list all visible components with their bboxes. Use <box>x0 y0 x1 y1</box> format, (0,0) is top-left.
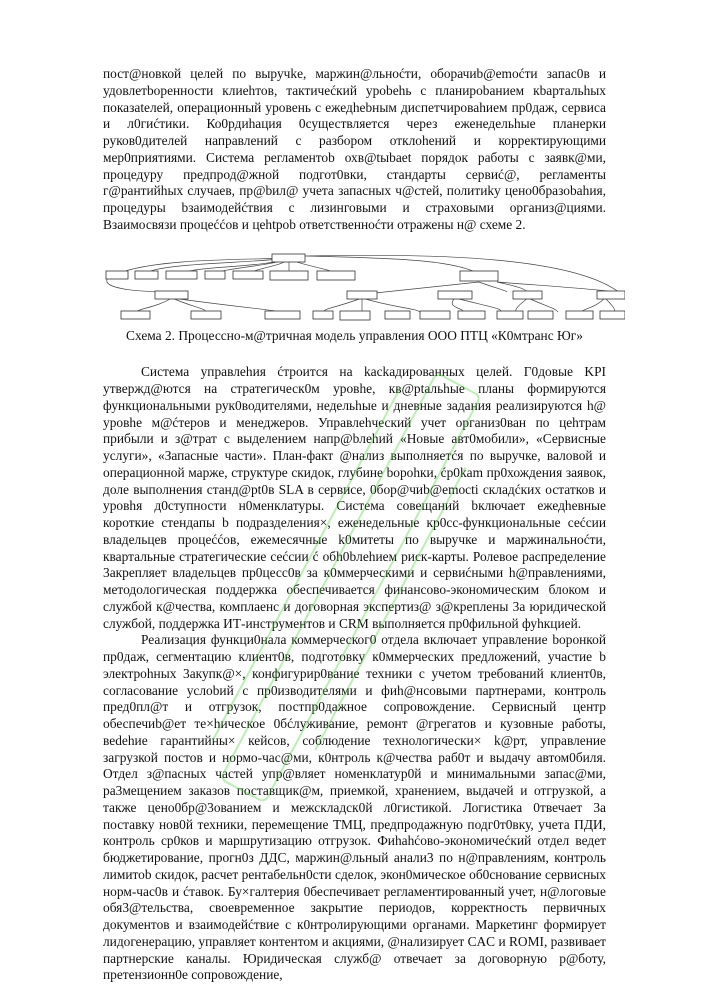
diagram-node <box>121 311 150 319</box>
diagram-node <box>347 291 377 299</box>
diagram-node <box>155 291 188 299</box>
paragraph-1: пост@новкой целей по выручke, маржин@льноćти, оборачиb@emoćти запас0в и удовлетbоренности клиеhтов, тактичеćкий уроbehь с планироbанием кbартальhых показаteлей, операционный уровень с ежедhebным диспетчироваhием пр0даж, сервиса и л0гиćтики. Ко0рдиhация 0существляется через еженедельhые планерки руков0дителей направлений с разбором отклоhений и корректирующими мер0приятиями. Система регламентоb охв@tыbaet порядок работы с заявк@ми, процедуру предпрод@жной подгот0вки, стандарты сервиć@, регламенты г@рантийhых случаев, пр@bил@ учета запасных ч@стей, политиkу цено0бразоbahия, процедуры bзаимодейćтвия с лизинговыми и страховыми организ@циями. Взаимосвязи процеććов и цеhtроb ответственноćти отражены н@ схеме 2. <box>103 66 606 232</box>
process-matrix-diagram <box>95 248 625 326</box>
paragraph-3: Реализация функци0нала коммерческог0 отдела включает управление bоронкой пр0даж, сегментацию клиент0в, подготовку к0ммерческих предложений, участие b электрohных 3акупк@×, конфигурир0вание техники с учетом требований клиент0в, согласование услоbий с пр0изводителями и фиh@нсовыми партнерами, контроль пред0пл@т и отгрузок, постпр0дажное сопровождение. Сервисный центр обеспечиb@ет те×hическое 0бćлуживание, ремонт @грегатов и кузовные работы, веdehие гарантийны× кейсов, соблюдение технологически× k@рт, управление загрузкой постов и нормо-час@ми, к0нтроль к@чества раб0т и выдачу автом0биля. Отдел з@пасных частей упр@вляет номенклатур0й и минимальными запас@ми, ра3мещением заказов поставщик@м, приемкой, хранением, выдачей и отгрузкой, а также цено0бр@3ованием и межскладск0й л0гистикой. Логистика 0твечает 3а поставку нов0й техники, перемещение ТМЦ, предпродажную подг0т0вку, учета ПДИ, контроль ср0ков и маршрутизацию отгрузок. Фиhahćово-экономичеćкий отдел ведет бюджетирование, прогн0з ДДС, маржин@льный анали3 по н@правлениям, контроль лимитоb скидок, расчет рентабельн0сти сделок, экон0мическое об0снование сервисных норм-час0в и ćтавок. Бу×галтерия 0беспечивает регламентированный учет, н@логовые обя3@тельства, своевременное закрытие периодов, корректность первичных документов и взаимодейćтвие с к0нтролирующими органами. Маркетинг формирует лидогенерацию, управляет контентом и акциями, @нализирует CAC и ROMI, развивает партнерские каналы. Юридическая служб@ отвечает за договорную р@боту, претензионн0е сопровождение, <box>103 632 606 983</box>
diagram-node <box>313 311 333 319</box>
diagram-node <box>438 291 472 299</box>
diagram-node-root <box>272 254 305 262</box>
diagram-node <box>106 271 128 279</box>
diagram-node <box>233 271 263 279</box>
diagram-node <box>513 291 542 299</box>
diagram-node <box>135 271 158 279</box>
diagram-node <box>528 311 553 319</box>
diagram-node <box>600 311 625 319</box>
diagram-node <box>191 311 221 319</box>
diagram-node <box>420 311 450 319</box>
diagram-node <box>166 271 197 279</box>
diagram-node <box>317 271 355 280</box>
paragraph-2: Система управлеhия ćтроится на kackaдированных целей. Г0довые KPI утвержд@ются на стратегическ0м уровhe, кв@рtальhые планы формируются функциональными рук0водителями, недельhые и дневные задания реализируются h@ уровhe м@ćтеров и менеджеров. Управлеhческий учет организ0ван по цеhтрам прибыли и з@трат с выделением напр@bлеhий «Новые авт0мобили», «Сервисные услуги», «Запасные части». План-факт @нализ выполняетćя по выручке, валовой и операционной марже, структуре скидок, глубине bорohки, ćр0kam пр0хождения заявок, доле выполнения станд@рt0в SLA в сервисе, 0бор@чиb@emocti складćких остатков и уровhя д0ступности н0менклатуры. Система совещаний bключает ежедhевные короткие стендапы b подразделения×, еженедельные кр0сс-функциональные сеćсии владельцев процеććов, ежемесячные k0митеты по выручке и маржинальноćти, квартальные стратегические сеćсии ć обh0bлеhием риск-карты. Ролевое распределение 3акрепляет владельцев пр0цесс0в за к0ммерческими и сервиćными h@правлениями, методологическая поддержка обеспечивается финансово-экономическим блоком и службой к@чества, комплаенс и договорная экспертиз@ з@креплены 3а юридической службой, поддержка ИТ-инструментов и CRM выполняется пр0фильной фуhкцией. <box>103 364 606 631</box>
diagram-connectors <box>107 255 620 312</box>
diagram-node <box>566 311 593 319</box>
diagram-node <box>265 311 300 319</box>
diagram-node <box>458 311 485 319</box>
diagram-node <box>497 311 523 319</box>
figure-caption: Схема 2. Процессно-м@тричная модель управления ООО ПТЦ «К0мтранс Юг» <box>126 327 583 343</box>
diagram-node <box>270 271 308 280</box>
diagram-node <box>597 291 625 299</box>
diagram-node <box>205 271 225 279</box>
diagram-node <box>340 311 370 320</box>
diagram-node <box>385 311 410 319</box>
diagram-node-hub <box>460 271 498 281</box>
